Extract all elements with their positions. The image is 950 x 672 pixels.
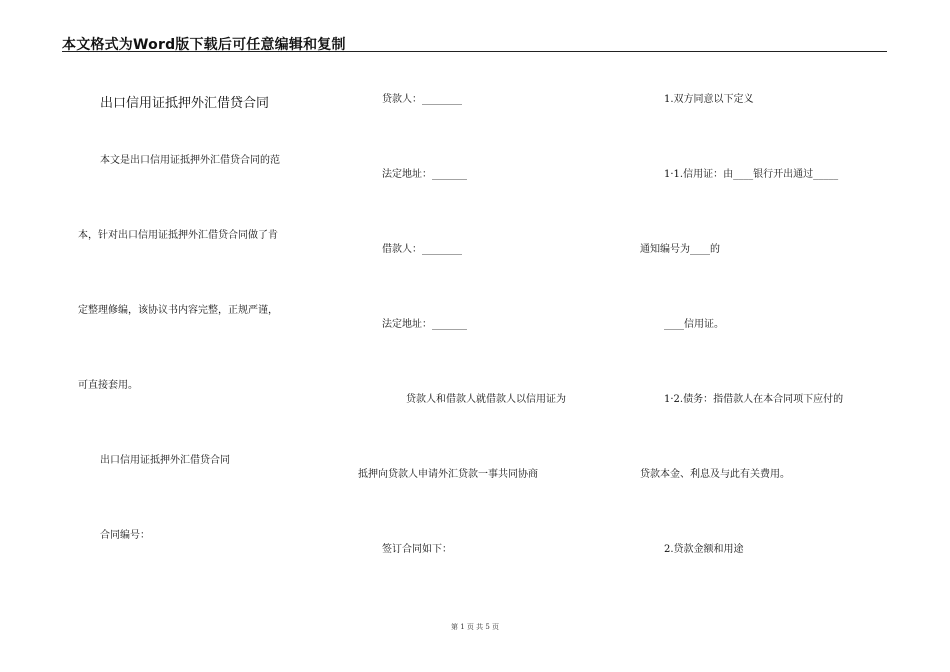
intro-line-1: 本文是出口信用证抵押外汇借贷合同的范 bbox=[100, 155, 280, 166]
agreement-line-3: 签订合同如下： bbox=[382, 544, 452, 555]
intro-line-3: 定整理修编，该协议书内容完整，正规严谨， bbox=[78, 305, 278, 316]
definitions-heading: 1.双方同意以下定义 bbox=[664, 94, 754, 105]
page-number: 第 1 页 共 5 页 bbox=[450, 623, 500, 631]
loan-amount-heading: 2.贷款金额和用途 bbox=[664, 544, 744, 555]
letter-of-credit-clause-2: 通知编号为____的 bbox=[640, 244, 720, 255]
intro-line-4: 可直接套用。 bbox=[78, 380, 138, 391]
intro-line-2: 本，针对出口信用证抵押外汇借贷合同做了肯 bbox=[78, 230, 278, 241]
header-divider bbox=[62, 51, 887, 52]
page-header-title: 本文格式为Word版下载后可任意编辑和复制 bbox=[62, 37, 346, 53]
letter-of-credit-clause-1: 1·1.信用证：由____银行开出通过_____ bbox=[664, 169, 839, 180]
document-title: 出口信用证抵押外汇借贷合同 bbox=[100, 96, 270, 111]
borrower-address-field: 法定地址：_______ bbox=[382, 319, 467, 330]
contract-number-label: 合同编号： bbox=[100, 530, 150, 541]
letter-of-credit-clause-3: ____信用证。 bbox=[664, 319, 724, 330]
agreement-line-2: 抵押向贷款人申请外汇贷款一事共同协商 bbox=[358, 469, 538, 480]
lender-field: 贷款人：________ bbox=[382, 94, 462, 105]
borrower-field: 借款人：________ bbox=[382, 244, 462, 255]
agreement-line-1: 贷款人和借款人就借款人以信用证为 bbox=[406, 394, 566, 405]
lender-address-field: 法定地址：_______ bbox=[382, 169, 467, 180]
contract-subtitle: 出口信用证抵押外汇借贷合同 bbox=[100, 455, 230, 466]
debt-clause-1: 1·2.债务：指借款人在本合同项下应付的 bbox=[664, 394, 844, 405]
debt-clause-2: 贷款本金、利息及与此有关费用。 bbox=[640, 469, 790, 480]
